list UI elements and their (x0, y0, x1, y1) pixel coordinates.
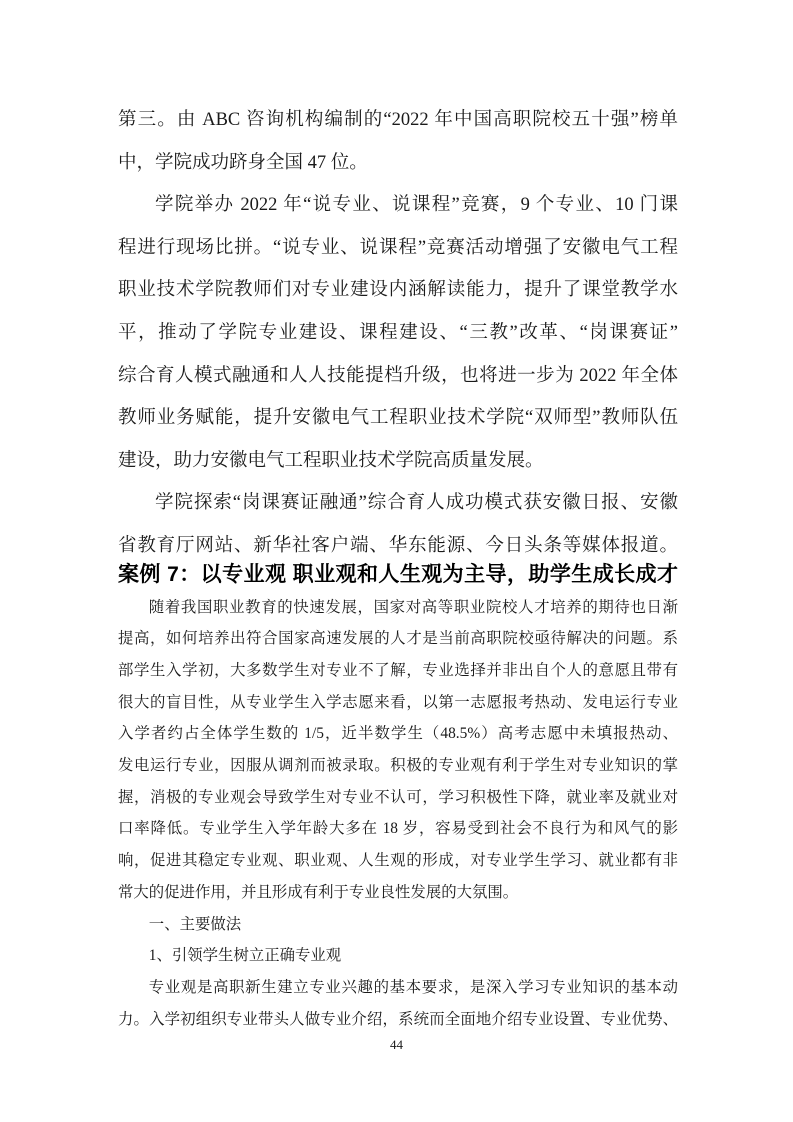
paragraph (118, 909, 678, 941)
page-number: 44 (390, 1037, 403, 1052)
text-line: 部学生入学初，大多数学生对专业不了解，专业选择并非出自个人的意愿且带有 (118, 661, 678, 679)
text-line: 平，推动了学院专业建设、课程建设、“三教”改革、“岗课赛证” (118, 322, 678, 343)
text-line: 常大的促进作用，并且形成有利于专业良性发展的大氛围。 (118, 883, 519, 901)
case-section (118, 592, 678, 1036)
text-line: 提高，如何培养出符合国家高速发展的人才是当前高职院校亟待解决的问题。系 (118, 630, 678, 648)
paragraph (118, 940, 678, 972)
text-line: 握，消极的专业观会导致学生对专业不认可，学习积极性下降，就业率及就业对 (118, 788, 678, 806)
text-line: 随着我国职业教育的快速发展，国家对高等职业院校人才培养的期待也日渐 (148, 598, 678, 616)
text-line: 中，学院成功跻身全国 47 位。 (118, 152, 368, 173)
paragraph (118, 592, 678, 909)
case-heading: 案例 7：以专业观 职业观和人生观为主导，助学生成长成才 (118, 562, 678, 586)
text-line: 发电运行专业，因服从调剂而被录取。积极的专业观有利于学生对专业知识的掌 (118, 757, 678, 775)
text-line: 一、主要做法 (148, 915, 242, 933)
text-line: 学院举办 2022 年“说专业、说课程”竞赛，9 个专业、10 门课 (155, 195, 678, 216)
text-line: 第三。由 ABC 咨询机构编制的“2022 年中国高职院校五十强”榜单 (118, 110, 678, 130)
text-line: 综合育人模式融通和人人技能提档升级，也将进一步为 2022 年全体 (118, 365, 678, 386)
paragraph (118, 99, 678, 184)
text-line: 学院探索“岗课赛证融通”综合育人成功模式获安徽日报、安徽 (155, 493, 678, 514)
text-line: 入学者约占全体学生数的 1/5，近半数学生（48.5%）高考志愿中未填报热动、 (118, 725, 678, 743)
text-line: 建设，助力安徽电气工程职业技术学院高质量发展。 (118, 450, 544, 471)
page-content (118, 99, 678, 1035)
text-line: 职业技术学院教师们对专业建设内涵解读能力，提升了课堂教学水 (118, 280, 678, 301)
text-line: 教师业务赋能，提升安徽电气工程职业技术学院“双师型”教师队伍 (118, 408, 678, 429)
text-line: 1、引领学生树立正确专业观 (148, 947, 342, 965)
text-line: 专业观是高职新生建立专业兴趣的基本要求，是深入学习专业知识的基本动 (148, 978, 678, 996)
text-line: 省教育厅网站、新华社客户端、华东能源、今日头条等媒体报道。 (118, 535, 678, 556)
text-line: 程进行现场比拼。“说专业、说课程”竞赛活动增强了安徽电气工程 (118, 237, 678, 258)
text-line: 力。入学初组织专业带头人做专业介绍，系统而全面地介绍专业设置、专业优势、 (118, 1010, 678, 1028)
paragraph (118, 972, 678, 1035)
paragraph (118, 184, 678, 482)
intro-section (118, 99, 678, 568)
text-line: 响，促进其稳定专业观、职业观、人生观的形成，对专业学生学习、就业都有非 (118, 852, 678, 870)
paragraph (118, 482, 678, 567)
text-line: 很大的盲目性，从专业学生入学志愿来看，以第一志愿报考热动、发电运行专业 (118, 693, 678, 711)
text-line: 口率降低。专业学生入学年龄大多在 18 岁，容易受到社会不良行为和风气的影 (118, 820, 678, 838)
